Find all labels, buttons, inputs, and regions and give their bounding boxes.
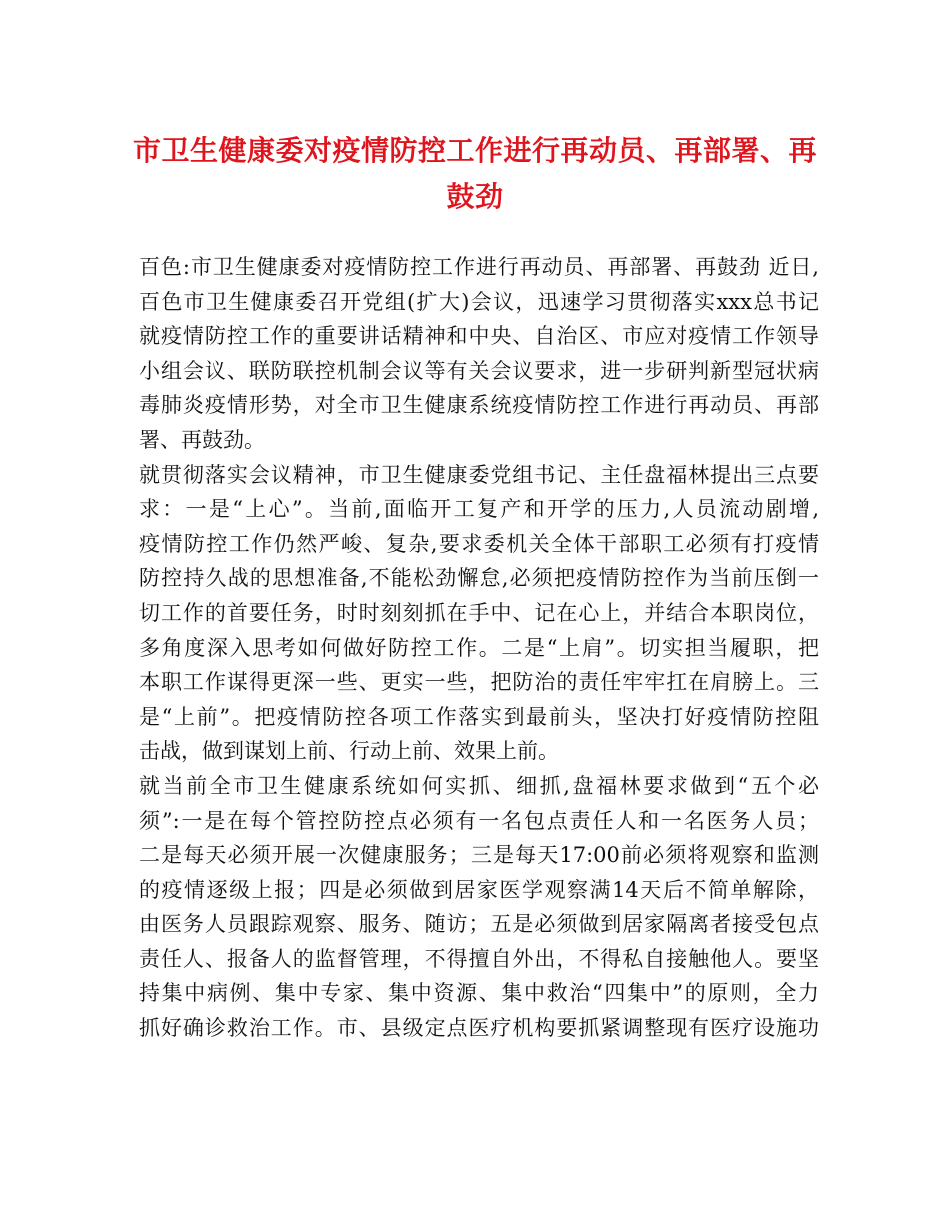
text-line: 须”:一是在每个管控防控点必须有一名包点责任人和一名医务人员； xyxy=(139,808,819,833)
text-line: 百色市卫生健康委召开党组(扩大)会议，迅速学习贯彻落实xxx总书记 xyxy=(139,289,819,314)
text-line: 就贯彻落实会议精神，市卫生健康委党组书记、主任盘福林提出三点要 xyxy=(139,462,819,487)
text-line: 本职工作谋得更深一些、更实一些，把防治的责任牢牢扛在肩膀上。三 xyxy=(139,670,819,695)
text-line: 求：一是“上心”。当前,面临开工复产和开学的压力,人员流动剧增, xyxy=(139,497,819,522)
document-title xyxy=(130,128,820,220)
text-line: 抓好确诊救治工作。市、县级定点医疗机构要抓紧调整现有医疗设施功 xyxy=(139,1016,819,1041)
text-line: 防控持久战的思想准备,不能松劲懈怠,必须把疫情防控作为当前压倒一 xyxy=(139,566,819,591)
text-line: 二是每天必须开展一次健康服务；三是每天17:00前必须将观察和监测 xyxy=(139,843,819,868)
text-line: 是“上前”。把疫情防控各项工作落实到最前头，坚决打好疫情防控阻 xyxy=(139,704,819,729)
text-line: 疫情防控工作仍然严峻、复杂,要求委机关全体干部职工必须有打疫情 xyxy=(139,531,819,556)
text-line: 小组会议、联防联控机制会议等有关会议要求，进一步研判新型冠状病 xyxy=(139,358,819,383)
text-line: 百色:市卫生健康委对疫情防控工作进行再动员、再部署、再鼓劲 近日, xyxy=(139,255,819,279)
paragraph xyxy=(139,458,819,769)
text-line: 切工作的首要任务，时时刻刻抓在手中、记在心上，并结合本职岗位， xyxy=(139,600,819,625)
text-line: 就当前全市卫生健康系统如何实抓、细抓,盘福林要求做到“五个必 xyxy=(139,773,819,798)
title-line: 市卫生健康委对疫情防控工作进行再动员、再部署、再 xyxy=(132,134,817,167)
text-line: 的疫情逐级上报；四是必须做到居家医学观察满14天后不简单解除， xyxy=(139,877,819,902)
text-line: 持集中病例、集中专家、集中资源、集中救治“四集中”的原则，全力 xyxy=(139,981,819,1006)
text-line: 就疫情防控工作的重要讲话精神和中央、自治区、市应对疫情工作领导 xyxy=(139,324,819,349)
text-line: 击战，做到谋划上前、行动上前、效果上前。 xyxy=(139,739,559,764)
paragraph xyxy=(139,250,819,458)
text-line: 毒肺炎疫情形势，对全市卫生健康系统疫情防控工作进行再动员、再部 xyxy=(139,393,819,418)
text-line: 多角度深入思考如何做好防控工作。二是“上肩”。切实担当履职，把 xyxy=(139,635,819,660)
title-line: 鼓劲 xyxy=(446,180,504,213)
text-line: 责任人、报备人的监督管理，不得擅自外出，不得私自接触他人。要坚 xyxy=(139,946,819,971)
document-body xyxy=(139,250,819,1046)
paragraph xyxy=(139,769,819,1046)
text-line: 署、再鼓劲。 xyxy=(139,427,265,452)
text-line: 由医务人员跟踪观察、服务、随访；五是必须做到居家隔离者接受包点 xyxy=(139,912,819,937)
